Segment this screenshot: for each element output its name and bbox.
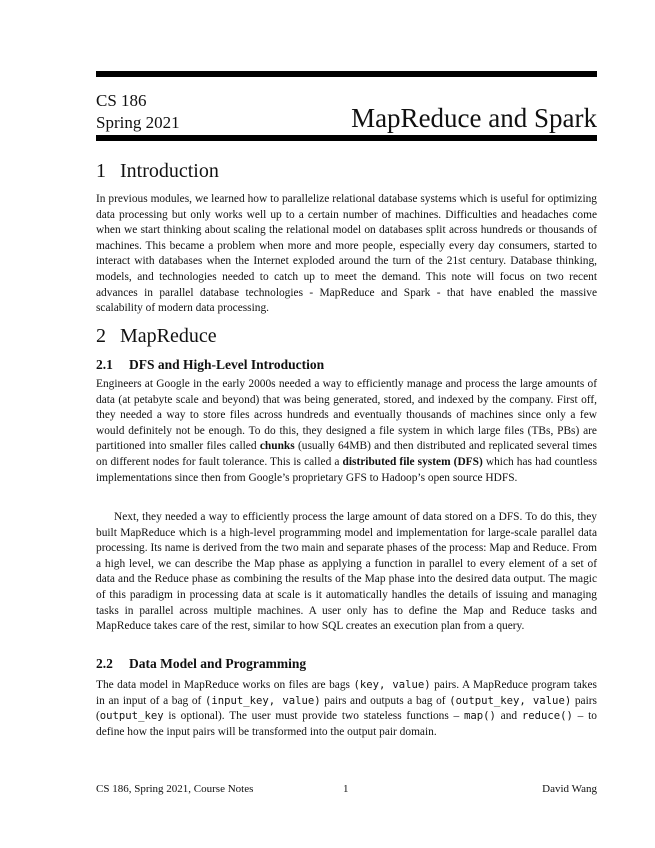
code-reduce: reduce() bbox=[521, 710, 573, 723]
code-key-value: (key, value) bbox=[353, 679, 431, 691]
subsection-title: DFS and High-Level Introduction bbox=[129, 357, 325, 372]
introduction-paragraph: In previous modules, we learned how to parallelize relational database systems which is useful for optimizing data processing but only works well up to a certain number of machines. Difficulties and headaches come when we start thinking about scaling the relational model on databases split across hundreds or thousands of machines. This became a problem when more and more people, especially every day consumers, started to interact with databases when the Internet exploded around the turn of the 21st century. Database thinking, models, and technologies needed to catch up to meet the demand. This note will focus on two recent advances in parallel database technologies - MapReduce and Spark - that have enabled the massive scalability of modern data processing. bbox=[96, 193, 597, 315]
dfs-text-e: which has had countless implementations since then from Google’s proprietary GFS to Hadoop’s open source HDFS. bbox=[96, 455, 598, 484]
header-bottom-rule bbox=[96, 135, 597, 141]
footer-course-notes: CS 186, Spring 2021, Course Notes bbox=[96, 783, 254, 795]
header-top-rule bbox=[96, 71, 597, 77]
data-model-paragraph bbox=[96, 678, 597, 740]
dm-text-2: pairs. A MapReduce program takes in an input of a bag of bbox=[96, 679, 597, 707]
dfs-text-a: Engineers at Google in the early 2000s needed a way to efficiently manage and process the large amounts of data (at petabyte scale and beyond) that was being generated, stored, and indexed by the company. First off, they needed a way to store files across hundreds and eventually thousands of machines since only a few would definitely not be enough. To do this, they designed a file system in which large files (TBs, PBs) are partitioned into smaller files called bbox=[96, 378, 597, 453]
code-map: map() bbox=[464, 710, 496, 723]
course-info bbox=[96, 90, 180, 134]
dfs-term: distributed file system (DFS) bbox=[342, 455, 483, 468]
code-output-key-value: (output_key, value) bbox=[449, 694, 572, 707]
subsection-heading-data-model bbox=[96, 656, 306, 672]
course-code: CS 186 bbox=[96, 91, 147, 110]
section-number: 1 bbox=[96, 160, 106, 182]
subsection-number: 2.2 bbox=[96, 656, 113, 671]
dfs-text-c: (usually 64MB) and then distributed and replicated several times on different nodes for fault tolerance. This is called a bbox=[96, 440, 597, 468]
dm-text-6: and bbox=[495, 710, 522, 723]
document-title: MapReduce and Spark bbox=[351, 103, 597, 133]
mapreduce-text: Next, they needed a way to efficiently process the large amount of data stored on a DFS. To do this, they built MapReduce which is a high-level programming model and implementation for large-scale parallel data processing. Its name is derived from the two main and separate phases of the process: Map and Reduce. From a high level, we can describe the Map phase as applying a function in parallel to every element of a set of data and the Reduce phase as combining the results of the Map phase into the desired data output. The magic of this paradigm in processing data at scale is it automatically handles the details of issuing and managing tasks in parallel across multiple machines. A user only has to define the Map and Reduce tasks and MapReduce takes care of the rest, similar to how SQL creates an execution plan from a query. bbox=[96, 511, 597, 633]
dm-text-7: – to define how the input pairs will be transformed into the output pair domain. bbox=[96, 710, 597, 738]
chunks-term: chunks bbox=[259, 440, 295, 453]
dm-text-1: The data model in MapReduce works on files are bags bbox=[96, 679, 354, 691]
mapreduce-paragraph bbox=[96, 510, 597, 635]
subsection-title: Data Model and Programming bbox=[129, 656, 307, 671]
dm-text-4: pairs ( bbox=[96, 694, 597, 723]
footer-author: David Wang bbox=[542, 783, 597, 795]
course-term: Spring 2021 bbox=[96, 113, 180, 132]
section-heading-introduction bbox=[96, 160, 219, 183]
code-input-key-value: (input_key, value) bbox=[205, 694, 321, 707]
section-title: Introduction bbox=[120, 160, 219, 182]
subsection-number: 2.1 bbox=[96, 357, 113, 372]
dm-text-3: pairs and outputs a bag of bbox=[320, 694, 450, 707]
footer-page-number: 1 bbox=[343, 783, 349, 795]
code-output-key: output_key bbox=[99, 710, 164, 723]
dm-text-5: is optional). The user must provide two stateless functions – bbox=[163, 710, 465, 723]
section-number: 2 bbox=[96, 325, 106, 347]
section-heading-mapreduce bbox=[96, 325, 217, 348]
section-title: MapReduce bbox=[120, 325, 217, 347]
subsection-heading-dfs bbox=[96, 357, 324, 373]
dfs-paragraph bbox=[96, 377, 597, 486]
